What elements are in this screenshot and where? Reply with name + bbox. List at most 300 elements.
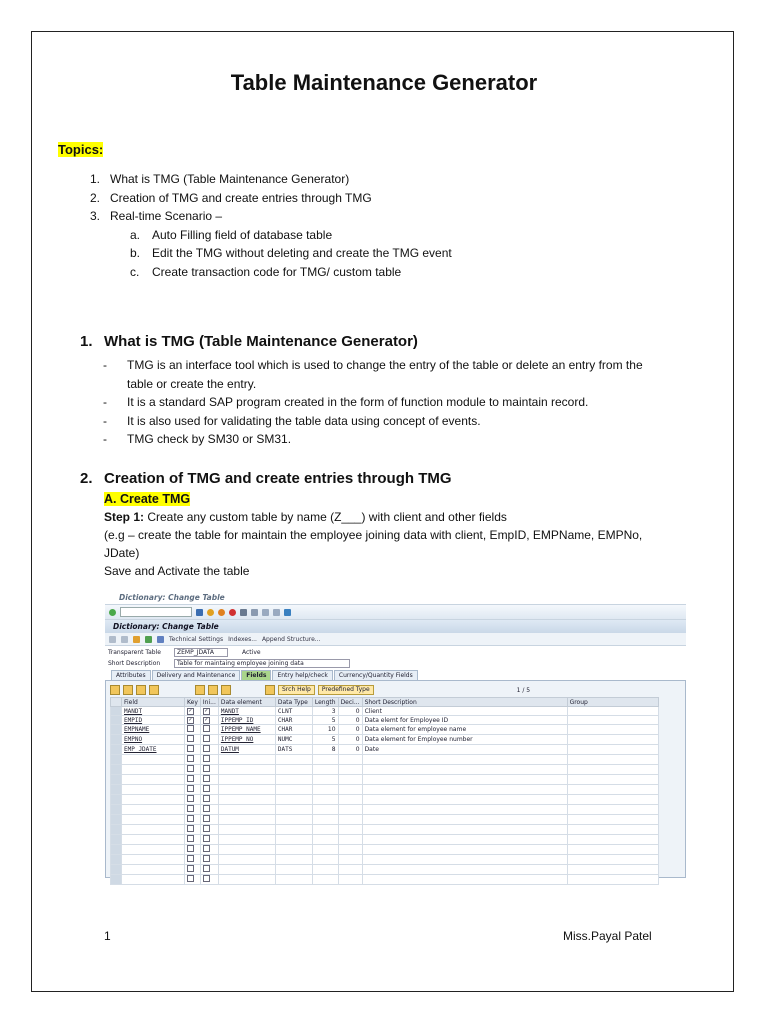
short-description-cell: Date (362, 745, 567, 755)
key-checkbox[interactable] (185, 765, 201, 775)
cancel-icon[interactable] (229, 609, 236, 616)
length-cell: 10 (312, 725, 338, 735)
first-page-icon[interactable] (262, 609, 269, 616)
short-description-cell: Client (362, 707, 567, 716)
row-selector[interactable] (111, 735, 122, 745)
initial-checkbox[interactable] (200, 825, 218, 835)
short-description-cell (362, 825, 567, 835)
table-row[interactable] (111, 735, 659, 745)
table-row[interactable] (111, 795, 659, 805)
step-text: Step 1: Create any custom table by name (Z___) with client and other fields (104, 510, 507, 524)
table-row[interactable] (111, 815, 659, 825)
topics-label: Topics: (58, 142, 104, 157)
key-checkbox[interactable] (185, 725, 201, 735)
key-checkbox[interactable] (185, 745, 201, 755)
row-selector[interactable] (111, 845, 122, 855)
checkbox[interactable] (203, 745, 210, 752)
checkbox[interactable] (203, 845, 210, 852)
checkbox[interactable] (203, 765, 210, 772)
sap-screenshot (105, 592, 686, 892)
decimals-cell (338, 835, 362, 845)
row-selector[interactable] (111, 765, 122, 775)
short-description-cell (362, 835, 567, 845)
key-checkbox[interactable] (185, 845, 201, 855)
length-cell (312, 875, 338, 885)
table-row[interactable] (111, 775, 659, 785)
section2-heading: 2. Creation of TMG and create entries through TMG (80, 470, 452, 487)
group-cell (567, 775, 658, 785)
decimals-cell (338, 855, 362, 865)
decimals-cell (338, 875, 362, 885)
page-number: 1 (104, 929, 111, 943)
row-selector[interactable] (111, 716, 122, 725)
length-cell (312, 865, 338, 875)
data-element-cell: MANDT (218, 707, 275, 716)
sap-window-title: Dictionary: Change Table (119, 593, 225, 602)
data-type-cell: NUMC (275, 735, 312, 745)
group-cell (567, 795, 658, 805)
key-checkbox[interactable] (185, 755, 201, 765)
checkbox[interactable] (187, 765, 194, 772)
checkbox[interactable] (203, 775, 210, 782)
key-checkbox[interactable] (185, 855, 201, 865)
paste-row-icon[interactable] (149, 685, 159, 695)
key-checkbox[interactable] (185, 815, 201, 825)
decimals-cell: 0 (338, 725, 362, 735)
checkbox[interactable] (187, 835, 194, 842)
field-cell (122, 845, 185, 855)
group-cell (567, 875, 658, 885)
length-cell (312, 835, 338, 845)
forward-arrow-icon[interactable] (121, 636, 128, 643)
group-cell (567, 716, 658, 725)
length-cell: 3 (312, 707, 338, 716)
checkbox[interactable] (187, 825, 194, 832)
data-type-cell (275, 765, 312, 775)
list-item: - It is a standard SAP program created in the form of function module to maintain record. (103, 395, 589, 409)
group-cell (567, 805, 658, 815)
data-element-cell: IPPEMP_NO (218, 735, 275, 745)
exit-icon[interactable] (218, 609, 225, 616)
data-type-cell: DATS (275, 745, 312, 755)
initial-checkbox[interactable] (200, 855, 218, 865)
table-row[interactable] (111, 835, 659, 845)
transparent-table-row: Transparent Table ZEMP_JDATA Active (108, 649, 261, 656)
row-selector[interactable] (111, 855, 122, 865)
length-cell (312, 795, 338, 805)
checkbox[interactable]: ✓ (204, 717, 209, 723)
print-icon[interactable] (240, 609, 247, 616)
length-cell: 5 (312, 735, 338, 745)
group-cell (567, 825, 658, 835)
indexes-button[interactable]: Indexes... (228, 635, 257, 643)
data-element-cell (218, 795, 275, 805)
initial-checkbox[interactable] (200, 755, 218, 765)
tab-entry-help[interactable]: Entry help/check (272, 670, 332, 680)
key-checkbox[interactable] (185, 785, 201, 795)
data-element-cell: IPPEMP_ID (218, 716, 275, 725)
group-cell (567, 855, 658, 865)
key-checkbox[interactable] (185, 865, 201, 875)
tab-attributes[interactable]: Attributes (111, 670, 151, 680)
table-row[interactable] (111, 875, 659, 885)
data-type-cell (275, 785, 312, 795)
tab-fields[interactable]: Fields (241, 670, 271, 680)
initial-checkbox[interactable] (200, 765, 218, 775)
key-checkbox[interactable] (185, 835, 201, 845)
sap-app-title: Dictionary: Change Table (105, 620, 686, 633)
grid-toolbar (106, 681, 685, 697)
fields-panel (105, 680, 686, 878)
status-text: Active (242, 649, 261, 656)
checkbox[interactable] (203, 795, 210, 802)
data-type-cell (275, 825, 312, 835)
initial-checkbox[interactable] (200, 815, 218, 825)
group-cell (567, 845, 658, 855)
group-cell (567, 755, 658, 765)
table-row[interactable] (111, 845, 659, 855)
short-description-cell (362, 765, 567, 775)
group-cell (567, 745, 658, 755)
details-icon[interactable] (221, 685, 231, 695)
find-icon[interactable] (251, 609, 258, 616)
checkbox[interactable] (187, 805, 194, 812)
checkbox[interactable] (203, 865, 210, 872)
checkbox[interactable]: ✓ (188, 717, 193, 723)
fields-table (110, 697, 659, 885)
checkbox[interactable] (203, 735, 210, 742)
checkbox[interactable] (187, 785, 194, 792)
data-element-cell: IPPEMP_NAME (218, 725, 275, 735)
decimals-cell: 0 (338, 716, 362, 725)
checkbox[interactable] (203, 805, 210, 812)
list-item: 2. Creation of TMG and create entries through TMG (90, 190, 372, 205)
row-selector[interactable] (111, 835, 122, 845)
row-selector[interactable] (111, 865, 122, 875)
checkbox[interactable] (187, 855, 194, 862)
checkbox[interactable] (203, 875, 210, 882)
short-description-cell (362, 755, 567, 765)
initial-checkbox[interactable] (200, 795, 218, 805)
key-checkbox[interactable] (185, 805, 201, 815)
data-type-cell (275, 775, 312, 785)
data-element-cell (218, 775, 275, 785)
key-checkbox[interactable] (185, 775, 201, 785)
data-type-cell (275, 865, 312, 875)
short-description-cell: Data element for employee name (362, 725, 567, 735)
initial-checkbox[interactable] (200, 865, 218, 875)
short-description-field[interactable]: Table for maintaing employee joining data (174, 659, 350, 668)
short-description-cell (362, 845, 567, 855)
insert-row-icon[interactable] (110, 685, 120, 695)
tab-delivery-maintenance[interactable]: Delivery and Maintenance (152, 670, 241, 680)
list-item: b. Edit the TMG without deleting and create the TMG event (130, 246, 452, 260)
short-description-cell: Data elemt for Employee ID (362, 716, 567, 725)
decimals-cell (338, 795, 362, 805)
length-cell: 8 (312, 745, 338, 755)
row-selector[interactable] (111, 785, 122, 795)
help-icon[interactable] (284, 609, 291, 616)
decimals-cell (338, 825, 362, 835)
short-description-cell (362, 785, 567, 795)
data-type-cell (275, 755, 312, 765)
length-cell (312, 825, 338, 835)
checkbox[interactable] (203, 835, 210, 842)
checkbox[interactable] (187, 725, 194, 732)
field-cell (122, 765, 185, 775)
data-type-cell (275, 845, 312, 855)
append-structure-button[interactable]: Append Structure... (261, 635, 321, 643)
search-help-icon[interactable] (265, 685, 275, 695)
length-cell (312, 785, 338, 795)
group-cell (567, 865, 658, 875)
short-description-cell (362, 875, 567, 885)
short-description-cell (362, 795, 567, 805)
group-cell (567, 835, 658, 845)
key-checkbox[interactable] (185, 716, 201, 725)
subsection-heading: A. Create TMG (104, 492, 191, 506)
field-cell (122, 755, 185, 765)
example-text: (e.g – create the table for maintain the employee joining data with client, EmpID, EMPName, EMPNo, JDate) (104, 528, 643, 560)
data-element-cell (218, 785, 275, 795)
data-element-cell: DATUM (218, 745, 275, 755)
field-cell: EMPID (122, 716, 185, 725)
group-cell (567, 735, 658, 745)
back-arrow-icon[interactable] (109, 636, 116, 643)
initial-checkbox[interactable] (200, 725, 218, 735)
author-name: Miss.Payal Patel (563, 929, 652, 943)
list-item: 3. Real-time Scenario – (90, 209, 223, 223)
checkbox[interactable]: ✓ (204, 708, 209, 714)
table-row[interactable] (111, 755, 659, 765)
row-selector[interactable] (111, 805, 122, 815)
decimals-cell (338, 755, 362, 765)
sap-app-toolbar (105, 633, 686, 646)
field-cell (122, 785, 185, 795)
initial-checkbox[interactable] (200, 716, 218, 725)
checkbox[interactable] (187, 745, 194, 752)
data-element-cell (218, 855, 275, 865)
checkbox[interactable] (187, 815, 194, 822)
field-cell (122, 825, 185, 835)
delete-row-icon[interactable] (123, 685, 133, 695)
field-cell: EMP_JDATE (122, 745, 185, 755)
table-row[interactable] (111, 865, 659, 875)
checkbox[interactable] (187, 875, 194, 882)
length-cell (312, 755, 338, 765)
row-selector[interactable] (111, 775, 122, 785)
field-cell (122, 805, 185, 815)
row-selector[interactable] (111, 875, 122, 885)
data-type-cell (275, 835, 312, 845)
enter-icon[interactable] (109, 609, 116, 616)
tab-currency-quantity[interactable]: Currency/Quantity Fields (334, 670, 418, 680)
checkbox[interactable] (203, 825, 210, 832)
group-cell (567, 707, 658, 716)
table-row[interactable] (111, 707, 659, 716)
display-change-icon[interactable] (133, 636, 140, 643)
initial-checkbox[interactable] (200, 835, 218, 845)
copy-row-icon[interactable] (136, 685, 146, 695)
checkbox[interactable] (203, 755, 210, 762)
table-row[interactable] (111, 825, 659, 835)
data-element-cell (218, 845, 275, 855)
field-cell (122, 865, 185, 875)
table-header-row: Field Key Ini... Data element Data Type Length Deci... Short Description Group (111, 698, 659, 707)
data-type-cell: CHAR (275, 725, 312, 735)
checkbox[interactable] (187, 775, 194, 782)
checkbox[interactable] (187, 755, 194, 762)
where-used-icon[interactable] (157, 636, 164, 643)
checkbox[interactable] (187, 735, 194, 742)
checkbox[interactable] (203, 855, 210, 862)
short-description-cell (362, 865, 567, 875)
table-row[interactable] (111, 725, 659, 735)
group-cell (567, 785, 658, 795)
decimals-cell: 0 (338, 707, 362, 716)
group-cell (567, 765, 658, 775)
table-row[interactable] (111, 745, 659, 755)
field-cell (122, 815, 185, 825)
key-checkbox[interactable] (185, 825, 201, 835)
checkbox[interactable] (187, 845, 194, 852)
length-cell (312, 775, 338, 785)
list-item: a. Auto Filling field of database table (130, 227, 333, 242)
initial-checkbox[interactable] (200, 775, 218, 785)
list-item: - TMG check by SM30 or SM31. (103, 432, 292, 446)
activate-icon[interactable] (145, 636, 152, 643)
list-item: c. Create transaction code for TMG/ custom table (130, 264, 402, 279)
back-icon[interactable] (207, 609, 214, 616)
length-cell (312, 765, 338, 775)
decimals-cell (338, 805, 362, 815)
decimals-cell (338, 775, 362, 785)
initial-checkbox[interactable] (200, 707, 218, 716)
key-checkbox[interactable] (185, 707, 201, 716)
last-page-icon[interactable] (273, 609, 280, 616)
table-name-field[interactable]: ZEMP_JDATA (174, 648, 228, 657)
field-cell: MANDT (122, 707, 185, 716)
row-selector[interactable] (111, 815, 122, 825)
decimals-cell (338, 785, 362, 795)
decimals-cell (338, 845, 362, 855)
section1-heading: 1. What is TMG (Table Maintenance Generator) (80, 333, 418, 350)
data-type-cell: CHAR (275, 716, 312, 725)
subtopic-list (130, 226, 452, 282)
topic-list (90, 170, 452, 281)
srch-help-button[interactable]: Srch Help (278, 685, 315, 695)
data-type-cell (275, 795, 312, 805)
short-description-row: Short Description Table for maintaing employee joining data (105, 659, 686, 668)
data-element-cell (218, 825, 275, 835)
field-cell: EMPNO (122, 735, 185, 745)
key-checkbox[interactable] (185, 735, 201, 745)
data-element-cell (218, 865, 275, 875)
checkbox[interactable] (187, 795, 194, 802)
row-selector[interactable] (111, 755, 122, 765)
list-item: - TMG is an interface tool which is used to change the entry of the table or delete an entry from the table or create the entry. (103, 358, 643, 391)
field-cell (122, 855, 185, 865)
data-element-cell (218, 805, 275, 815)
row-selector[interactable] (111, 795, 122, 805)
group-cell (567, 725, 658, 735)
row-selector[interactable] (111, 745, 122, 755)
data-element-cell (218, 755, 275, 765)
table-row[interactable] (111, 785, 659, 795)
group-cell (567, 815, 658, 825)
technical-settings-button[interactable]: Technical Settings (169, 635, 224, 643)
row-selector[interactable] (111, 707, 122, 716)
data-type-cell (275, 815, 312, 825)
checkbox[interactable] (187, 865, 194, 872)
pager-text: 1 / 5 (516, 686, 531, 694)
data-type-cell: CLNT (275, 707, 312, 716)
short-description-cell (362, 805, 567, 815)
length-cell: 5 (312, 716, 338, 725)
initial-checkbox[interactable] (200, 875, 218, 885)
short-description-cell: Data element for Employee number (362, 735, 567, 745)
length-cell (312, 845, 338, 855)
checkbox[interactable]: ✓ (188, 708, 193, 714)
section1-bullets (103, 356, 663, 449)
save-icon[interactable] (196, 609, 203, 616)
data-element-cell (218, 835, 275, 845)
initial-checkbox[interactable] (200, 845, 218, 855)
field-cell (122, 835, 185, 845)
key-checkbox[interactable] (185, 795, 201, 805)
short-description-cell (362, 775, 567, 785)
data-type-cell (275, 875, 312, 885)
data-element-cell (218, 875, 275, 885)
data-element-cell (218, 765, 275, 775)
initial-checkbox[interactable] (200, 745, 218, 755)
field-cell: EMPNAME (122, 725, 185, 735)
list-item: 1. What is TMG (Table Maintenance Generator) (90, 172, 350, 186)
key-checkbox[interactable] (185, 875, 201, 885)
sort-icon[interactable] (195, 685, 205, 695)
initial-checkbox[interactable] (200, 805, 218, 815)
list-item: - It is also used for validating the table data using concept of events. (103, 413, 481, 428)
length-cell (312, 855, 338, 865)
command-field[interactable] (120, 607, 192, 617)
row-selector[interactable] (111, 725, 122, 735)
table-row[interactable] (111, 855, 659, 865)
decimals-cell (338, 765, 362, 775)
initial-checkbox[interactable] (200, 785, 218, 795)
checkbox[interactable] (203, 785, 210, 792)
decimals-cell (338, 815, 362, 825)
initial-checkbox[interactable] (200, 735, 218, 745)
row-selector[interactable] (111, 825, 122, 835)
field-cell (122, 795, 185, 805)
table-row[interactable] (111, 716, 659, 725)
sap-tabs (105, 670, 686, 680)
length-cell (312, 805, 338, 815)
predefined-type-button[interactable]: Predefined Type (318, 685, 374, 695)
length-cell (312, 815, 338, 825)
field-cell (122, 775, 185, 785)
save-text: Save and Activate the table (104, 564, 250, 578)
field-cell (122, 875, 185, 885)
checkbox[interactable] (203, 815, 210, 822)
table-row[interactable] (111, 765, 659, 775)
data-type-cell (275, 805, 312, 815)
table-row[interactable] (111, 805, 659, 815)
page-title: Table Maintenance Generator (230, 70, 538, 95)
checkbox[interactable] (203, 725, 210, 732)
section2-body (104, 490, 664, 580)
filter-icon[interactable] (208, 685, 218, 695)
